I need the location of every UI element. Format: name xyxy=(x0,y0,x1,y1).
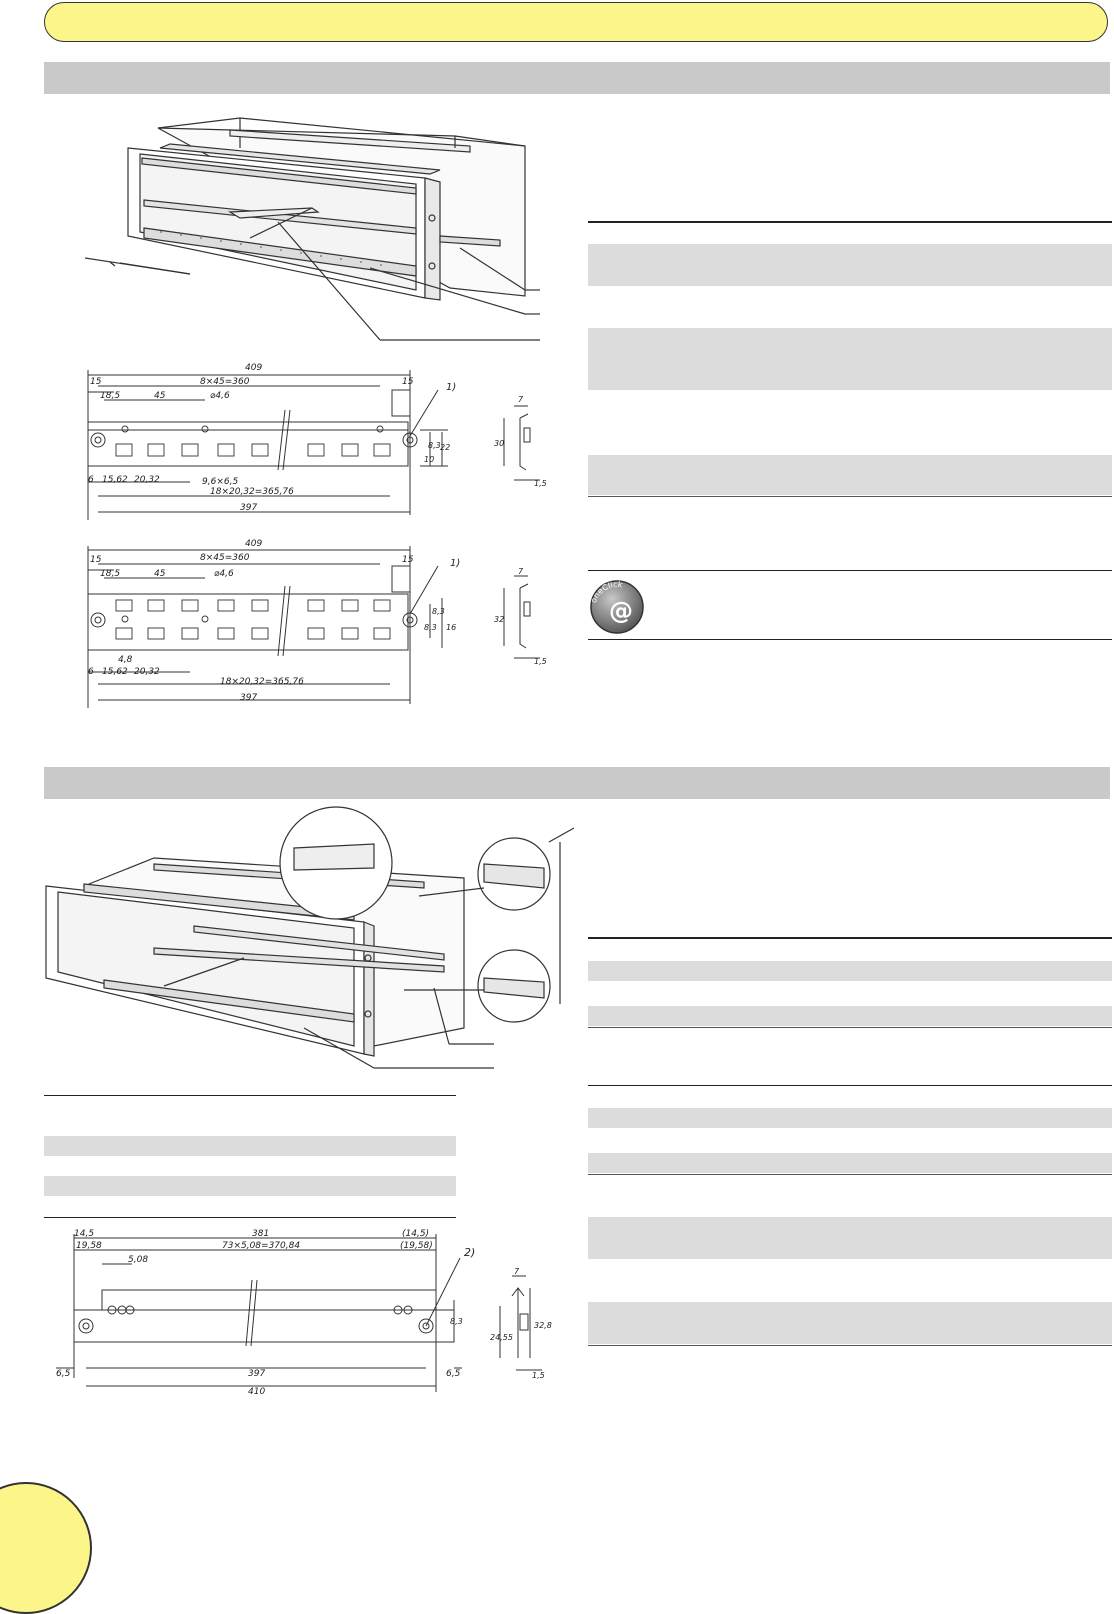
side-height-2: 32,8 xyxy=(534,1321,552,1330)
table-rule xyxy=(588,570,1112,571)
table-row-shaded xyxy=(588,1006,1112,1026)
table-row-shaded xyxy=(44,1176,456,1196)
dim-base: 397 xyxy=(240,503,258,513)
dim-h16: 16 xyxy=(446,623,457,632)
dim-h8-3: 8,3 xyxy=(450,1317,463,1326)
rail-side-profile-2 xyxy=(490,566,550,666)
dim-hole: ⌀4,6 xyxy=(214,569,234,579)
dim-15-62: 15,62 xyxy=(102,475,128,485)
footnote-ref-1: 1) xyxy=(450,558,461,569)
dim-h8-3a: 8,3 xyxy=(424,623,437,632)
table-rule xyxy=(588,496,1112,497)
dim-total: 410 xyxy=(248,1387,266,1397)
subrack-illustration-2 xyxy=(44,808,574,1078)
dim-19-58: 19,58 xyxy=(76,1241,102,1251)
dim-h8-3: 8,3 xyxy=(428,441,441,450)
dim-base: 397 xyxy=(248,1369,266,1379)
rail-drawing-2 xyxy=(80,538,500,708)
title-banner xyxy=(44,2,1108,42)
table-row-shaded xyxy=(588,1108,1112,1128)
table-row-shaded xyxy=(588,328,1112,390)
dim-right-margin: 15 xyxy=(402,377,414,387)
oneclick-arc-text: oneClick xyxy=(589,579,623,605)
dim-right-margin: 15 xyxy=(402,555,414,565)
dim-overall: 381 xyxy=(252,1229,270,1239)
side-thickness: 1,5 xyxy=(534,479,547,488)
rail-drawing-1 xyxy=(80,360,500,520)
dim-6: 6 xyxy=(88,475,94,485)
footnote-ref-1: 1) xyxy=(446,382,457,393)
dim-pitch: 8×45=360 xyxy=(200,377,250,387)
dim-20-32: 20,32 xyxy=(134,475,160,485)
section-header-bar-1 xyxy=(44,62,1110,94)
oneclick-icon[interactable] xyxy=(587,579,647,635)
side-height: 32 xyxy=(494,615,505,624)
table-rule xyxy=(588,1345,1112,1346)
side-width: 7 xyxy=(518,395,524,404)
dim-14-5: 14,5 xyxy=(74,1229,95,1239)
page-corner-tab xyxy=(0,1482,92,1614)
dim-5-08: 5,08 xyxy=(128,1255,149,1265)
dim-pitch: 8×45=360 xyxy=(200,553,250,563)
dim-left-margin: 15 xyxy=(90,555,102,565)
dim-6-5-right: 6,5 xyxy=(446,1369,461,1379)
side-width: 7 xyxy=(514,1267,520,1276)
table-rule xyxy=(588,1174,1112,1175)
footnote-ref-2: 2) xyxy=(464,1246,476,1259)
dim-h10: 10 xyxy=(424,455,435,464)
side-width: 7 xyxy=(518,567,524,576)
table-rule xyxy=(44,1217,456,1218)
rail-side-profile-3 xyxy=(488,1266,554,1382)
table-rule xyxy=(588,639,1112,640)
table-rule xyxy=(588,1027,1112,1028)
dim-19-58-right: (19,58) xyxy=(400,1241,433,1251)
dim-slot: 9,6×6,5 xyxy=(202,477,239,487)
table-rule xyxy=(588,1085,1112,1086)
table-rule-top xyxy=(588,221,1112,223)
subrack-illustration-1 xyxy=(80,108,540,348)
dim-14-5-right: (14,5) xyxy=(402,1229,430,1239)
dim-pitch: 73×5,08=370,84 xyxy=(222,1241,301,1251)
section-header-bar-2 xyxy=(44,767,1110,799)
dim-left-margin: 15 xyxy=(90,377,102,387)
dim-15-62: 15,62 xyxy=(102,667,128,677)
dim-row: 18×20,32=365,76 xyxy=(210,487,294,497)
dim-45: 45 xyxy=(154,569,166,579)
table-row-shaded xyxy=(44,1136,456,1156)
dim-18-5: 18,5 xyxy=(100,569,121,579)
table-rule-top xyxy=(44,1095,456,1096)
side-height: 30 xyxy=(494,439,505,448)
table-row-shaded xyxy=(588,1302,1112,1344)
dim-45: 45 xyxy=(154,391,166,401)
side-height-1: 24,55 xyxy=(490,1333,513,1342)
dim-h22: 22 xyxy=(440,443,451,452)
dim-20-32: 20,32 xyxy=(134,667,160,677)
table-row-shaded xyxy=(588,455,1112,495)
table-row-shaded xyxy=(588,244,1112,286)
oneclick-at: @ xyxy=(609,597,633,625)
rail-drawing-3 xyxy=(52,1228,476,1400)
table-row-shaded xyxy=(588,1217,1112,1259)
dim-overall: 409 xyxy=(245,539,263,549)
dim-hole: ⌀4,6 xyxy=(210,391,230,401)
rail-side-profile-1 xyxy=(490,388,550,488)
side-thickness: 1,5 xyxy=(534,657,547,666)
dim-6: 6 xyxy=(88,667,94,677)
dim-overall: 409 xyxy=(245,363,263,373)
table-row-shaded xyxy=(588,961,1112,981)
dim-h8-3b: 8,3 xyxy=(432,607,445,616)
dim-18-5: 18,5 xyxy=(100,391,121,401)
table-rule-top xyxy=(588,937,1112,939)
dim-6-5: 6,5 xyxy=(56,1369,71,1379)
side-thickness: 1,5 xyxy=(532,1371,545,1380)
table-row-shaded xyxy=(588,1153,1112,1173)
dim-4-8: 4,8 xyxy=(118,655,133,665)
dim-base: 397 xyxy=(240,693,258,703)
dim-row: 18×20,32=365,76 xyxy=(220,677,304,687)
